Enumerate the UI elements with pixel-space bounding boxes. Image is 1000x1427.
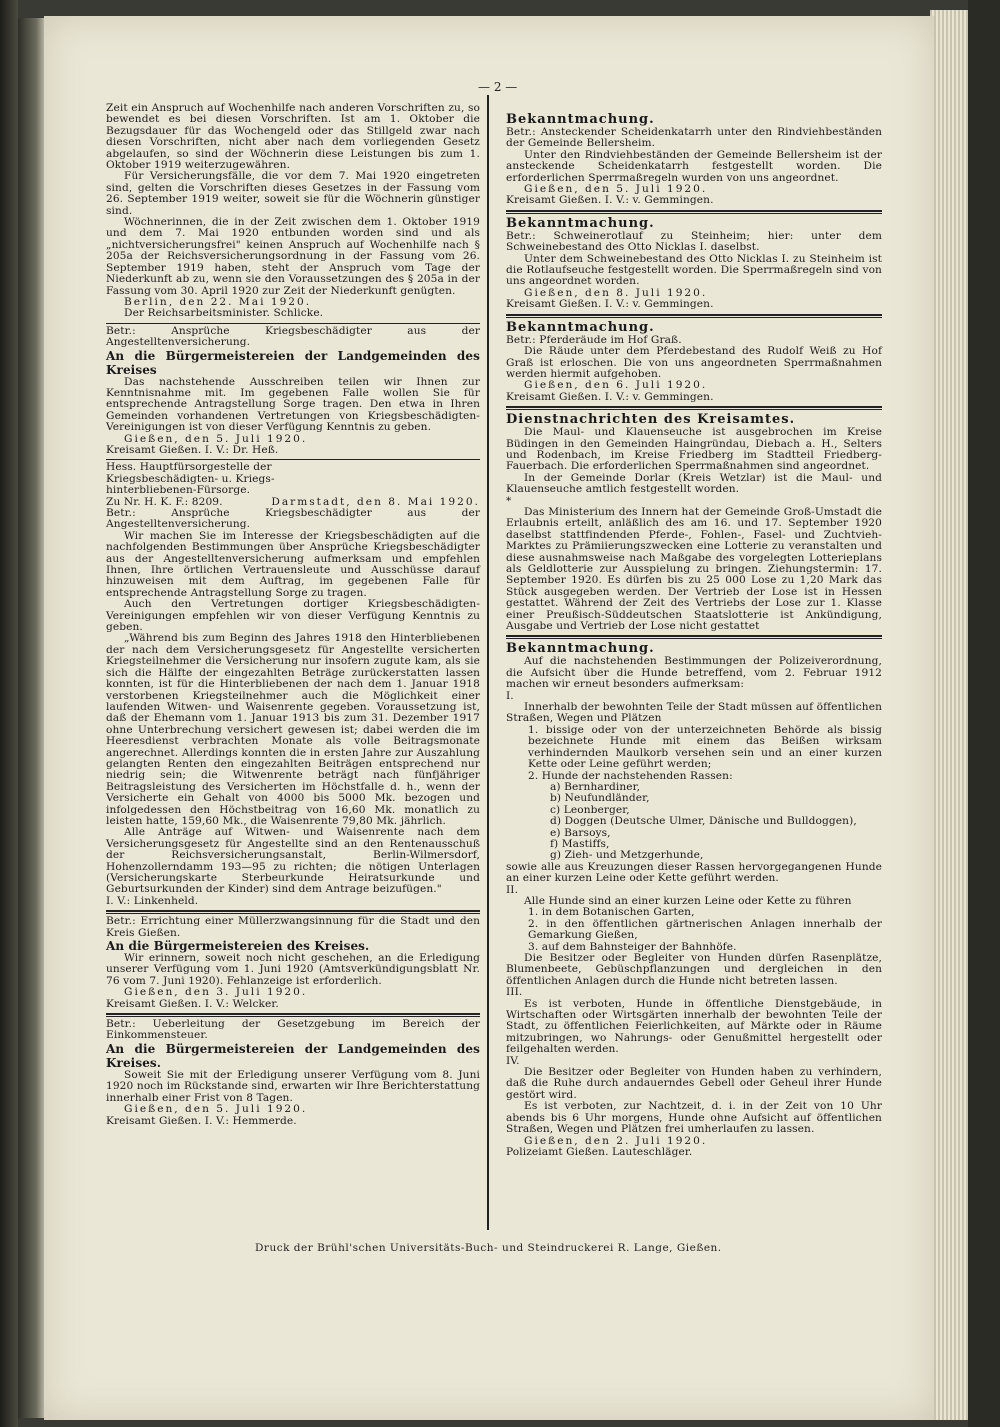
list-item: 2. Hunde der nachstehenden Rassen: <box>528 769 733 782</box>
place-date: Gießen, den 3. Juli 1920. <box>124 986 308 999</box>
list-item: 1. bissige oder von der unterzeichneten Behörde als bissig bezeichnete Hunde mit einem das Beißen wirksam verhindernden Maulkorb versehen sein und an einer kurzen Kette oder Leine geführt werden; <box>528 723 882 771</box>
column-divider <box>487 95 489 1230</box>
section-heading: Bekanntmachung. <box>506 112 655 127</box>
background-right <box>968 0 1000 1427</box>
section-heading: An die Bürgermeistereien der Landgemeinden des Kreises <box>106 348 480 377</box>
signature: Kreisamt Gießen. I. V.: v. Gemmingen. <box>506 298 714 311</box>
paragraph: Unter dem Schweinebestand des Otto Nicklas I. zu Steinheim ist die Rotlaufseuche festgestellt worden. Die Sperrmaßregeln sind von uns angeordnet worden. <box>506 252 882 288</box>
paragraph: Zeit ein Anspruch auf Wochenhilfe nach anderen Vorschriften zu, so bewendet es bei diesen Vorschriften. Ist am 1. Oktober die Bezugsdauer für das Wochengeld oder das Stillgeld zwar nach diesen Vorschriften, nicht aber nach dem vorliegenden Gesetz abgelaufen, so sind der Wöchnerin diese Leistungen bis zum 1. Oktober 1919 weiterzugewähren. <box>106 102 480 172</box>
section-heading: An die Bürgermeistereien des Kreises. <box>106 939 370 954</box>
list-item: b) Neufundländer, <box>550 792 650 805</box>
page-number: — 2 — <box>478 80 518 94</box>
paragraph: Für Versicherungsfälle, die vor dem 7. Mai 1920 eingetreten sind, gelten die Vorschriften dieses Gesetzes in der Fassung vom 26. September 1919 weiter, soweit sie für die Wöchnerin günstiger sind. <box>106 170 480 217</box>
sender-line: hinterbliebenen-Fürsorge. <box>106 484 251 497</box>
paragraph: Unter den Rindviehbeständen der Gemeinde Bellersheim ist der ansteckende Scheidenkatarrh festgestellt worden. Die erforderlichen Sperrmaßregeln wurden von uns angeordnet. <box>506 148 882 184</box>
place-date: Gießen, den 5. Juli 1920. <box>124 432 308 445</box>
sender-line: Kriegsbeschädigten- u. Kriegs- <box>106 472 275 485</box>
paragraph: Das Ministerium des Innern hat der Gemeinde Groß-Umstadt die Erlaubnis erteilt, anläßlich des am 16. und 17. September 1920 daselbst stattfindenden Pferde-, Fohlen-, Fasel- und Zuchtvieh-Marktes zu Prämiierungszwecken eine Lotterie zu veranstalten und diese ausnahmsweise nach Maßgabe des vorgelegten Lotterieplans als Geldlotterie zur Ausspielung zu bringen. Ziehungstermin: 17. September 1920. Es dürfen bis zu 25 000 Lose zu 1,20 Mark das Stück ausgegeben werden. Der Vertrieb der Lose ist in Hessen gestattet. Während der Zeit des Vertriebs der Lose zur 1. Klasse einer Preußisch-Süddeutschen Staatslotterie ist Ankündigung, Ausgabe und Vertrieb der Lose nicht gestattet <box>506 505 882 633</box>
paragraph: Die Besitzer oder Begleiter von Hunden haben zu verhindern, daß die Ruhe durch andauerndes Gebell oder Geheul ihrer Hunde gestört wird. <box>506 1066 882 1101</box>
section-heading: Bekanntmachung. <box>506 641 655 657</box>
rule <box>106 323 480 324</box>
paragraph: „Während bis zum Beginn des Jahres 1918 den Hinterbliebenen der nach dem Versicherungsgesetz für Angestellte versicherten Kriegsteilnehmer die Versicherung nur insofern zugute kam, als sie sich die Hälfte der eingezahlten Beträge zurückerstatten lassen konnten, ist für die Hinterbliebenen der nach dem 1. Januar 1918 verstorbenen Kriegsteilnehmer auch die Möglichkeit einer laufenden Witwen- und Waisenrente gegeben. Voraussetzung ist, daß der Ehemann vom 1. Januar 1913 bis zum 31. Dezember 1917 ohne Unterbrechung versichert gewesen ist; dabei werden die im Heeresdienst verbrachten Monate als volle Beitragsmonate angerechnet. Allerdings konnten die in ersten Jahre zur Auszahlung gelangten Renten den eingezahlten Beiträgen entsprechend nur niedrig sein; die Witwenrente beträgt nach fünfjähriger Beitragsleistung des Versicherten im Höchstfalle d. h., wenn der Versicherte ein Gehalt von 4000 bis 5000 Mk. bezogen und infolgedessen den Höchstbeitrag von 16,60 Mk. monatlich zu leisten hatte, 159,60 Mk., die Waisenrente 79,80 Mk. jährlich. <box>106 632 480 827</box>
list-item: 1. in dem Botanischen Garten, <box>528 906 695 919</box>
paragraph: Soweit Sie mit der Erledigung unserer Verfügung vom 8. Juni 1920 noch im Rückstande sind, erwarten wir Ihre Berichterstattung innerhalb einer Frist von 8 Tagen. <box>106 1068 480 1104</box>
betr-line: Betr.: Pferderäude im Hof Graß. <box>506 333 682 346</box>
place-date: Berlin, den 22. Mai 1920. <box>124 295 312 308</box>
left-column <box>106 103 480 1127</box>
book-binding <box>0 0 18 1427</box>
signature: Kreisamt Gießen. I. V.: Hemmerde. <box>106 1114 297 1127</box>
double-rule <box>506 314 882 318</box>
paragraph: Auch den Vertretungen dortiger Kriegsbeschädigten-Vereinigungen empfehlen wir von dieser Verfügung Kenntnis zu geben. <box>106 598 480 634</box>
signature: Kreisamt Gießen. I. V.: Welcker. <box>106 997 279 1010</box>
roman-numeral: I. <box>506 689 514 702</box>
roman-numeral: IV. <box>506 1054 520 1067</box>
list-item: g) Zieh- und Metzgerhunde, <box>550 849 704 862</box>
betr-line: Betr.: Ueberleitung der Gesetzgebung im Bereich der Einkommensteuer. <box>106 1018 480 1042</box>
list-item: 2. in den öffentlichen gärtnerischen Anlagen innerhalb der Gemarkung Gießen, <box>528 917 882 942</box>
paragraph: Es ist verboten, zur Nachtzeit, d. i. in der Zeit von 10 Uhr abends bis 6 Uhr morgens, Hunde ohne Aufsicht auf öffentlichen Straßen, Wegen und Plätzen frei umherlaufen zu lassen. <box>506 1100 882 1136</box>
section-heading: An die Bürgermeistereien der Landgemeinden des Kreises. <box>106 1041 480 1070</box>
paragraph: Alle Hunde sind an einer kurzen Leine oder Kette zu führen <box>524 894 852 907</box>
signature: Polizeiamt Gießen. Lauteschläger. <box>506 1145 693 1158</box>
paragraph: Innerhalb der bewohnten Teile der Stadt müssen auf öffentlichen Straßen, Wegen und Plätzen <box>506 701 882 725</box>
place-date: Gießen, den 6. Juli 1920. <box>524 379 708 392</box>
place-date: Gießen, den 5. Juli 1920. <box>524 183 708 196</box>
rule <box>106 459 480 460</box>
double-rule <box>506 635 882 639</box>
paragraph: Wir erinnern, soweit noch nicht geschehen, an die Erledigung unserer Verfügung vom 1. Juni 1920 (Amtsverkündigungsblatt Nr. 76 vom 7. Juni 1920). Fehlanzeige ist erforderlich. <box>106 952 480 987</box>
paragraph: sowie alle aus Kreuzungen dieser Rassen hervorgegangenen Hunde an einer kurzen Leine oder Kette geführt werden. <box>506 860 882 885</box>
double-rule <box>106 910 480 914</box>
double-rule <box>506 210 882 214</box>
list-item: f) Mastiffs, <box>550 837 610 850</box>
place-date: Gießen, den 5. Juli 1920. <box>124 1103 308 1116</box>
betr-line: Betr.: Errichtung einer Müllerzwangsinnung für die Stadt und den Kreis Gießen. <box>106 915 480 939</box>
signature: Der Reichsarbeitsminister. Schlicke. <box>124 307 324 320</box>
signature: I. V.: Linkenheld. <box>106 894 199 907</box>
list-item: c) Leonberger, <box>550 803 630 816</box>
list-item: 3. auf dem Bahnsteiger der Bahnhöfe. <box>528 940 737 953</box>
paragraph: Die Besitzer oder Begleiter von Hunden dürfen Rasenplätze, Blumenbeete, Gebüschpflanzungen und dergleichen in den öffentlichen Anlagen durch die Hunde nicht betreten lassen. <box>506 952 882 987</box>
paragraph: Die Räude unter dem Pferdebestand des Rudolf Weiß zu Hof Graß ist erloschen. Die von uns angeordneten Sperrmaßnahmen werden hiermit aufgehoben. <box>506 345 882 380</box>
signature: Kreisamt Gießen. I. V.: v. Gemmingen. <box>506 390 714 403</box>
signature: Kreisamt Gießen. I. V.: v. Gemmingen. <box>506 194 714 207</box>
paragraph: Wir machen Sie im Interesse der Kriegsbeschädigten auf die nachfolgenden Bestimmungen über Ansprüche Kriegsbeschädigter aus der Angestelltenversicherung aufmerksam und empfehlen Ihnen, Ihre örtlichen Vertrauensleute und Ausschüsse darauf hinzuweisen mit dem Auftrag, im gegebenen Falle für entsprechende Antragstellung Sorge zu tragen. <box>106 529 480 599</box>
sender-line: Hess. Hauptfürsorgestelle der <box>106 461 272 474</box>
betr-line: Betr.: Schweinerotlauf zu Steinheim; hier: unter dem Schweinebestand des Otto Nicklas I. daselbst. <box>506 229 882 254</box>
section-heading: Bekanntmachung. <box>506 319 655 335</box>
list-item: d) Doggen (Deutsche Ulmer, Dänische und Bulldoggen), <box>550 815 857 828</box>
section-heading: Dienstnachrichten des Kreisamtes. <box>506 412 796 428</box>
paragraph: Es ist verboten, Hunde in öffentliche Dienstgebäude, in Wirtschaften oder Wirtsgärten innerhalb der bewohnten Teile der Stadt, zu öffentlichen Feierlichkeiten, auf Märkte oder in Räume mitzubringen, wo Nahrungs- oder Genußmittel hergestellt oder feilgehalten werden. <box>506 997 882 1056</box>
paragraph: Alle Anträge auf Witwen- und Waisenrente nach dem Versicherungsgesetz für Angestellte sind an den Rentenausschuß der Reichsversicherungsanstalt, Berlin-Wilmersdorf, Hohenzollerndamm 193—95 zu richten; die nötigen Unterlagen (Versicherungskarte Sterbeurkunde Heiratsurkunde und Geburtsurkunden der Kinder) sind dem Antrage beizufügen." <box>106 826 480 896</box>
double-rule <box>106 1013 480 1017</box>
place-date: Gießen, den 8. Juli 1920. <box>524 286 708 299</box>
roman-numeral: II. <box>506 883 519 896</box>
roman-numeral: III. <box>506 986 523 999</box>
list-item: a) Bernhardiner, <box>550 780 641 793</box>
printer-imprint: Druck der Brühl'schen Universitäts-Buch- und Steindruckerei R. Lange, Gießen. <box>255 1242 722 1254</box>
place-date: Gießen, den 2. Juli 1920. <box>524 1134 708 1147</box>
list-item: e) Barsoys, <box>550 826 611 839</box>
page-stack-edge <box>930 10 970 1420</box>
double-rule <box>506 406 882 410</box>
paragraph: Wöchnerinnen, die in der Zeit zwischen dem 1. Oktober 1919 und dem 7. Mai 1920 entbunden worden sind und als „nichtversicherungsfrei" keinen Anspruch auf Wochenhilfe nach § 205a der Reichsversicherungsordnung in der Fassung vom 26. September 1919 haben, steht der Anspruch vom Tage der Niederkunft ab zu, wenn sie den Voraussetzungen des § 205a in der Fassung vom 30. April 1920 zur Zeit der Niederkunft genügten. <box>106 216 480 297</box>
paragraph: In der Gemeinde Dorlar (Kreis Wetzlar) ist die Maul- und Klauenseuche amtlich festgestellt worden. <box>506 471 882 496</box>
signature: Kreisamt Gießen. I. V.: Dr. Heß. <box>106 443 279 456</box>
reference-number: Zu Nr. H. K. F.: 8209. <box>106 495 223 508</box>
paragraph: Die Maul- und Klauenseuche ist ausgebrochen im Kreise Büdingen in den Gemeinden Haingründau, Diebach a. H., Selters und Rodenbach, im Kreise Friedberg im Stadtteil Friedberg-Fauerbach. Die erforderlichen Sperrmaßnahmen sind angeordnet. <box>506 426 882 473</box>
place-date: Darmstadt, den 8. Mai 1920. <box>271 495 480 508</box>
betr-line: Betr.: Ansprüche Kriegsbeschädigter aus der Angestelltenversicherung. <box>106 507 480 531</box>
right-column <box>506 112 882 1158</box>
section-heading: Bekanntmachung. <box>506 215 655 231</box>
paragraph: Auf die nachstehenden Bestimmungen der Polizeiverordnung, die Aufsicht über die Hunde betreffend, vom 2. Februar 1912 machen wir erneut besonders aufmerksam: <box>506 655 882 691</box>
betr-line: Betr.: Ansprüche Kriegsbeschädigter aus der Angestelltenversicherung. <box>106 324 480 349</box>
separator-star: * <box>506 494 512 507</box>
betr-line: Betr.: Ansteckender Scheidenkatarrh unter den Rindviehbeständen der Gemeinde Bellersheim. <box>506 126 882 150</box>
paragraph: Das nachstehende Ausschreiben teilen wir Ihnen zur Kenntnisnahme mit. Im gegebenen Falle wollen Sie für entsprechende Antragstellung Sorge tragen. Den etwa in Ihren Gemeinden vorhandenen Vertretungen von Kriegsbeschädigten-Vereinigungen ist von dieser Verfügung Kenntnis zu geben. <box>106 375 480 434</box>
